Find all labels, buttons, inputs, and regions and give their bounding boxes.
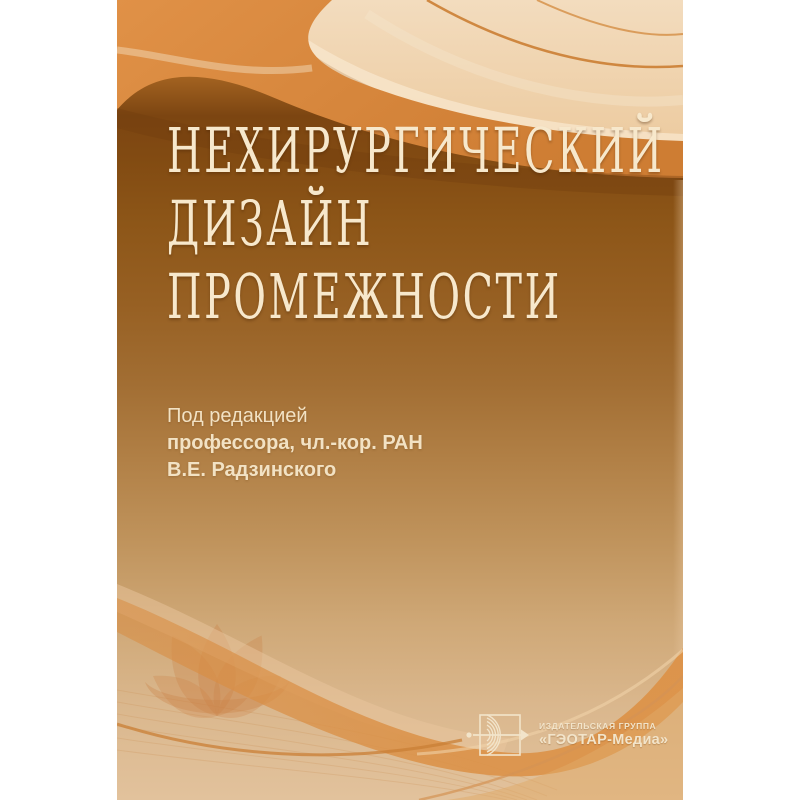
emission-waves-arrow-icon	[465, 712, 531, 758]
editor-line-1: Под редакцией	[167, 405, 308, 427]
publisher-group-label: ИЗДАТЕЛЬСКАЯ ГРУППА	[539, 721, 657, 731]
title-line-3: ПРОМЕЖНОСТИ	[167, 260, 562, 333]
publisher-name: «ГЭОТАР-Медиа»	[539, 732, 669, 748]
right-edge-highlight	[673, 180, 683, 660]
editor-block	[167, 403, 423, 484]
title-line-2: ДИЗАЙН	[167, 187, 374, 260]
publisher-text	[539, 721, 668, 749]
editor-line-2: профессора, чл.-кор. РАН	[167, 432, 423, 454]
book-title	[167, 114, 665, 333]
title-line-1: НЕХИРУРГИЧЕСКИЙ	[167, 114, 665, 187]
publisher-logo	[465, 712, 668, 758]
editor-line-3: В.Е. Радзинского	[167, 459, 337, 481]
book-cover	[117, 0, 683, 800]
